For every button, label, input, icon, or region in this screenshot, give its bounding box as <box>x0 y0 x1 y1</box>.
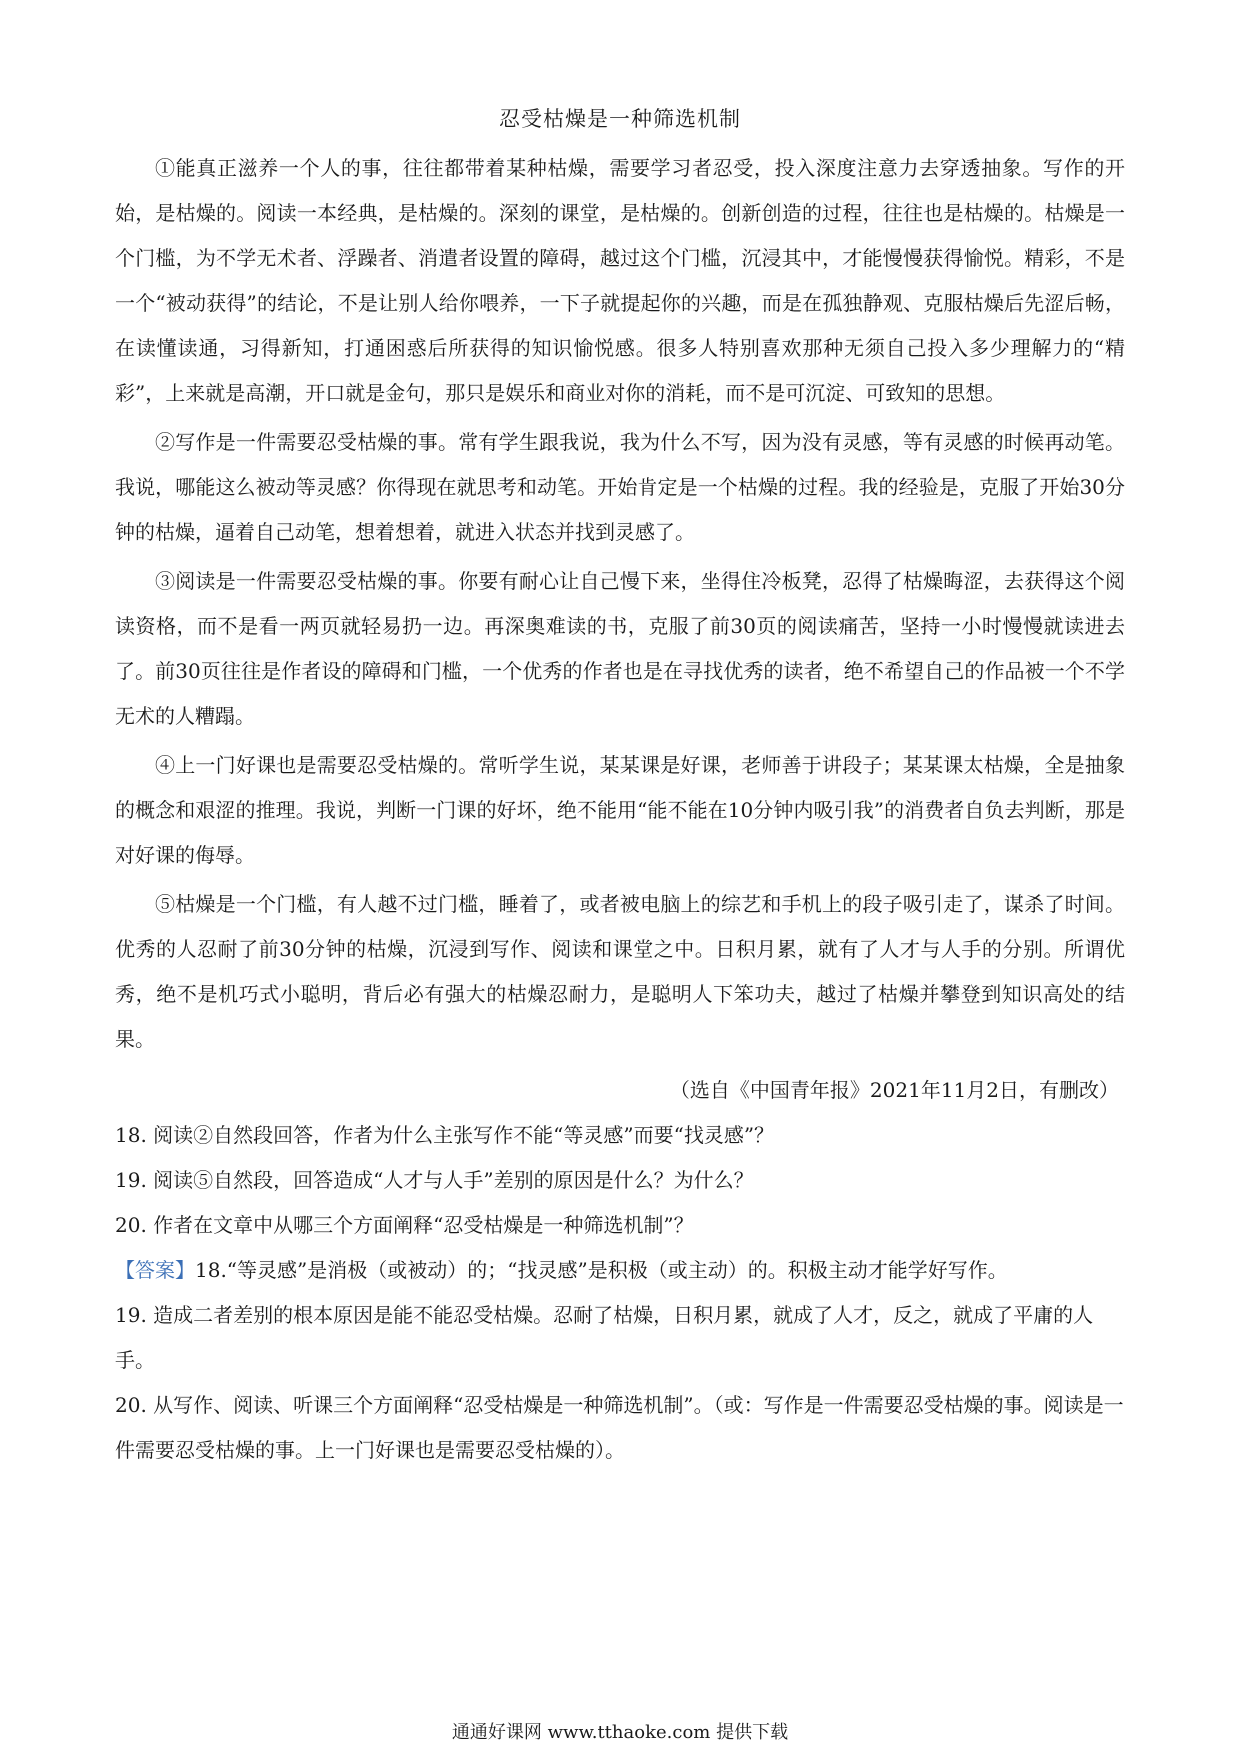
paragraph-3: ③阅读是一件需要忍受枯燥的事。你要有耐心让自己慢下来，坐得住冷板凳，忍得了枯燥晦涩，去获得这个阅读资格，而不是看一两页就轻易扔一边。再深奥难读的书，克服了前30页的阅读痛苦，坚持一小时慢慢就读进去了。前30页往往是作者设的障碍和门槛，一个优秀的作者也是在寻找优秀的读者，绝不希望自己的作品被一个不学无术的人糟蹋。 <box>115 569 1125 728</box>
paragraph-2: ②写作是一件需要忍受枯燥的事。常有学生跟我说，我为什么不写，因为没有灵感，等有灵感的时候再动笔。我说，哪能这么被动等灵感？你得现在就思考和动笔。开始肯定是一个枯燥的过程。我的经验是，克服了开始30分钟的枯燥，逼着自己动笔，想着想着，就进入状态并找到灵感了。 <box>115 430 1125 544</box>
article-body <box>115 146 1125 1473</box>
answer-20: 20. 从写作、阅读、听课三个方面阐释“忍受枯燥是一种筛选机制”。（或：写作是一件需要忍受枯燥的事。阅读是一件需要忍受枯燥的事。上一门好课也是需要忍受枯燥的）。 <box>115 1393 1124 1462</box>
article-source: （选自《中国青年报》2021年11月2日，有删改） <box>669 1078 1119 1102</box>
question-20: 20. 作者在文章中从哪三个方面阐释“忍受枯燥是一种筛选机制”？ <box>115 1213 694 1237</box>
paragraph-1: ①能真正滋养一个人的事，往往都带着某种枯燥，需要学习者忍受，投入深度注意力去穿透抽象。写作的开始，是枯燥的。阅读一本经典，是枯燥的。深刻的课堂，是枯燥的。创新创造的过程，往往也是枯燥的。枯燥是一个门槛，为不学无术者、浮躁者、消遣者设置的障碍，越过这个门槛，沉浸其中，才能慢慢获得愉悦。精彩，不是一个“被动获得”的结论，不是让别人给你喂养，一下子就提起你的兴趣，而是在孤独静观、克服枯燥后先涩后畅，在读懂读通，习得新知，打通困惑后所获得的知识愉悦感。很多人特别喜欢那种无须自己投入多少理解力的“精彩”，上来就是高潮，开口就是金句，那只是娱乐和商业对你的消耗，而不是可沉淀、可致知的思想。 <box>115 156 1125 405</box>
question-19: 19. 阅读⑤自然段，回答造成“人才与人手”差别的原因是什么？为什么？ <box>115 1168 754 1192</box>
paragraph-4: ④上一门好课也是需要忍受枯燥的。常听学生说，某某课是好课，老师善于讲段子；某某课太枯燥，全是抽象的概念和艰涩的推理。我说，判断一门课的好坏，绝不能用“能不能在10分钟内吸引我”的消费者自负去判断，那是对好课的侮辱。 <box>115 753 1125 867</box>
answer-18 <box>115 1248 1125 1293</box>
paragraph-5: ⑤枯燥是一个门槛，有人越不过门槛，睡着了，或者被电脑上的综艺和手机上的段子吸引走了，谋杀了时间。优秀的人忍耐了前30分钟的枯燥，沉浸到写作、阅读和课堂之中。日积月累，就有了人才与人手的分别。所谓优秀，绝不是机巧式小聪明，背后必有强大的枯燥忍耐力，是聪明人下笨功夫，越过了枯燥并攀登到知识高处的结果。 <box>115 892 1125 1051</box>
answer-label: 【答案】 <box>115 1258 195 1282</box>
answer-18-text: 18.“等灵感”是消极（或被动）的；“找灵感”是积极（或主动）的。积极主动才能学好写作。 <box>195 1258 1008 1282</box>
answer-19: 19. 造成二者差别的根本原因是能不能忍受枯燥。忍耐了枯燥，日积月累，就成了人才，反之，就成了平庸的人手。 <box>115 1303 1094 1372</box>
question-18: 18. 阅读②自然段回答，作者为什么主张写作不能“等灵感”而要“找灵感”？ <box>115 1123 775 1147</box>
article-title: 忍受枯燥是一种筛选机制 <box>499 107 741 131</box>
page-footer: 通通好课网 www.tthaoke.com 提供下载 <box>451 1722 789 1743</box>
